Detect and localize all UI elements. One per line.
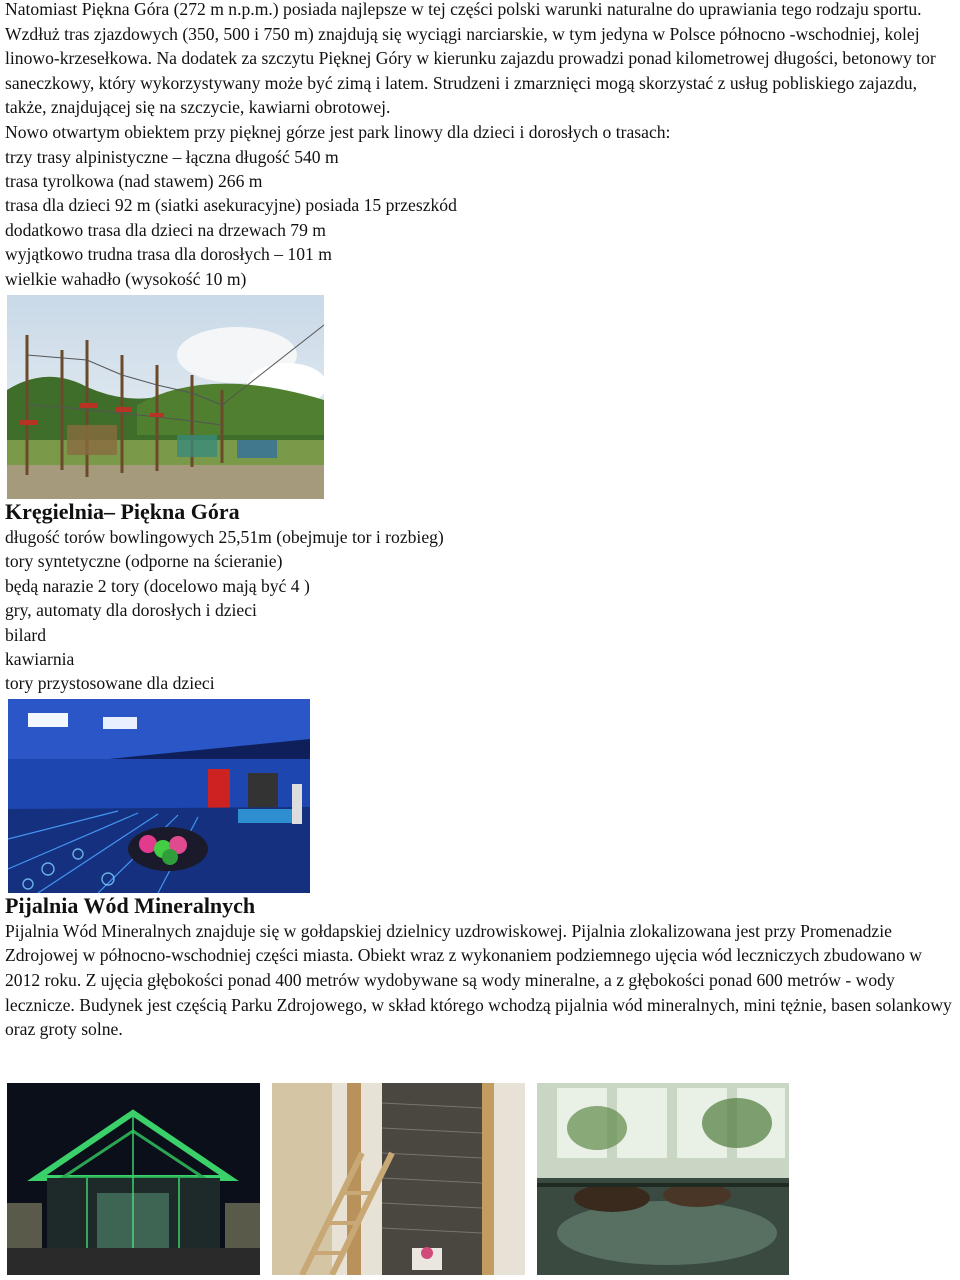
list-item: trasa dla dzieci 92 m (siatki asekuracyjne) posiada 15 przeszkód bbox=[5, 195, 457, 216]
bowling-heading: Kręgielnia– Piękna Góra bbox=[5, 499, 240, 524]
list-item: tory syntetyczne (odporne na ścieranie) bbox=[5, 551, 283, 572]
document-page bbox=[5, 0, 957, 1042]
pump-room-gallery bbox=[7, 1083, 789, 1275]
list-item: trasa tyrolkowa (nad stawem) 266 m bbox=[5, 170, 263, 191]
list-item: będą narazie 2 tory (docelowo mają być 4 ) bbox=[5, 575, 310, 596]
list-item: kawiarnia bbox=[5, 649, 75, 670]
list-item: tory przystosowane dla dzieci bbox=[5, 673, 215, 694]
list-item: długość torów bowlingowych 25,51m (obejmuje tor i rozbieg) bbox=[5, 527, 444, 547]
rope-park-list bbox=[5, 145, 957, 291]
bowling-list bbox=[5, 525, 957, 696]
intro-paragraph: Natomiast Piękna Góra (272 m n.p.m.) posiada najlepsze w tej części polski warunki naturalne do uprawiania tego rodzaju sportu. Wzdłuż tras zjazdowych (350, 500 i 750 m) znajdują się wyciągi narciarskie, w tym jedyna w Polsce północno -wschodniej, kolej linowo-krzesełkowa. Na dodatek za szczytu Pięknej Góry w kierunku zajazdu prowadzi ponad kilometrowej długości, betonowy tor saneczkowy, który wykorzystywany może być zimą i latem. Strudzeni i zmarznięci mogą skorzystać z usług pobliskiego zajazdu, także, znajdującej się na szczycie, kawiarni obrotowej. bbox=[5, 0, 936, 118]
pump-room-night-photo bbox=[7, 1083, 260, 1275]
list-item: wielkie wahadło (wysokość 10 m) bbox=[5, 268, 247, 289]
salt-pool-photo bbox=[537, 1083, 789, 1275]
pump-room-heading: Pijalnia Wód Mineralnych bbox=[5, 892, 256, 918]
rope-park-lead: Nowo otwartym obiektem przy pięknej górze jest park linowy dla dzieci i dorosłych o trasach: bbox=[5, 121, 671, 142]
list-item: dodatkowo trasa dla dzieci na drzewach 79 m bbox=[5, 219, 326, 240]
rope-park-photo bbox=[7, 295, 324, 499]
brine-tower-photo bbox=[272, 1083, 525, 1275]
list-item: wyjątkowo trudna trasa dla dorosłych – 101 m bbox=[5, 244, 332, 265]
list-item: gry, automaty dla dorosłych i dzieci bbox=[5, 600, 257, 621]
list-item: bilard bbox=[5, 624, 47, 645]
pump-room-paragraph: Pijalnia Wód Mineralnych znajduje się w gołdapskiej dzielnicy uzdrowiskowej. Pijalnia zlokalizowana jest przy Promenadzie Zdrojowej w północno-wschodniej części miasta. Obiekt wraz z wykonaniem podziemnego ujęcia wód leczniczych zbudowano w 2012 roku. Z ujęcia głębokości ponad 400 metrów wydobywane są wody mineralne, a z głębokości ponad 600 metrów - wody lecznicze. Budynek jest częścią Parku Zdrojowego, w skład którego wchodzą pijalnia wód mineralnych, mini tężnie, basen solankowy oraz groty solne. bbox=[5, 920, 952, 1040]
list-item: trzy trasy alpinistyczne – łączna długość 540 m bbox=[5, 146, 339, 167]
bowling-alley-photo bbox=[8, 699, 310, 893]
